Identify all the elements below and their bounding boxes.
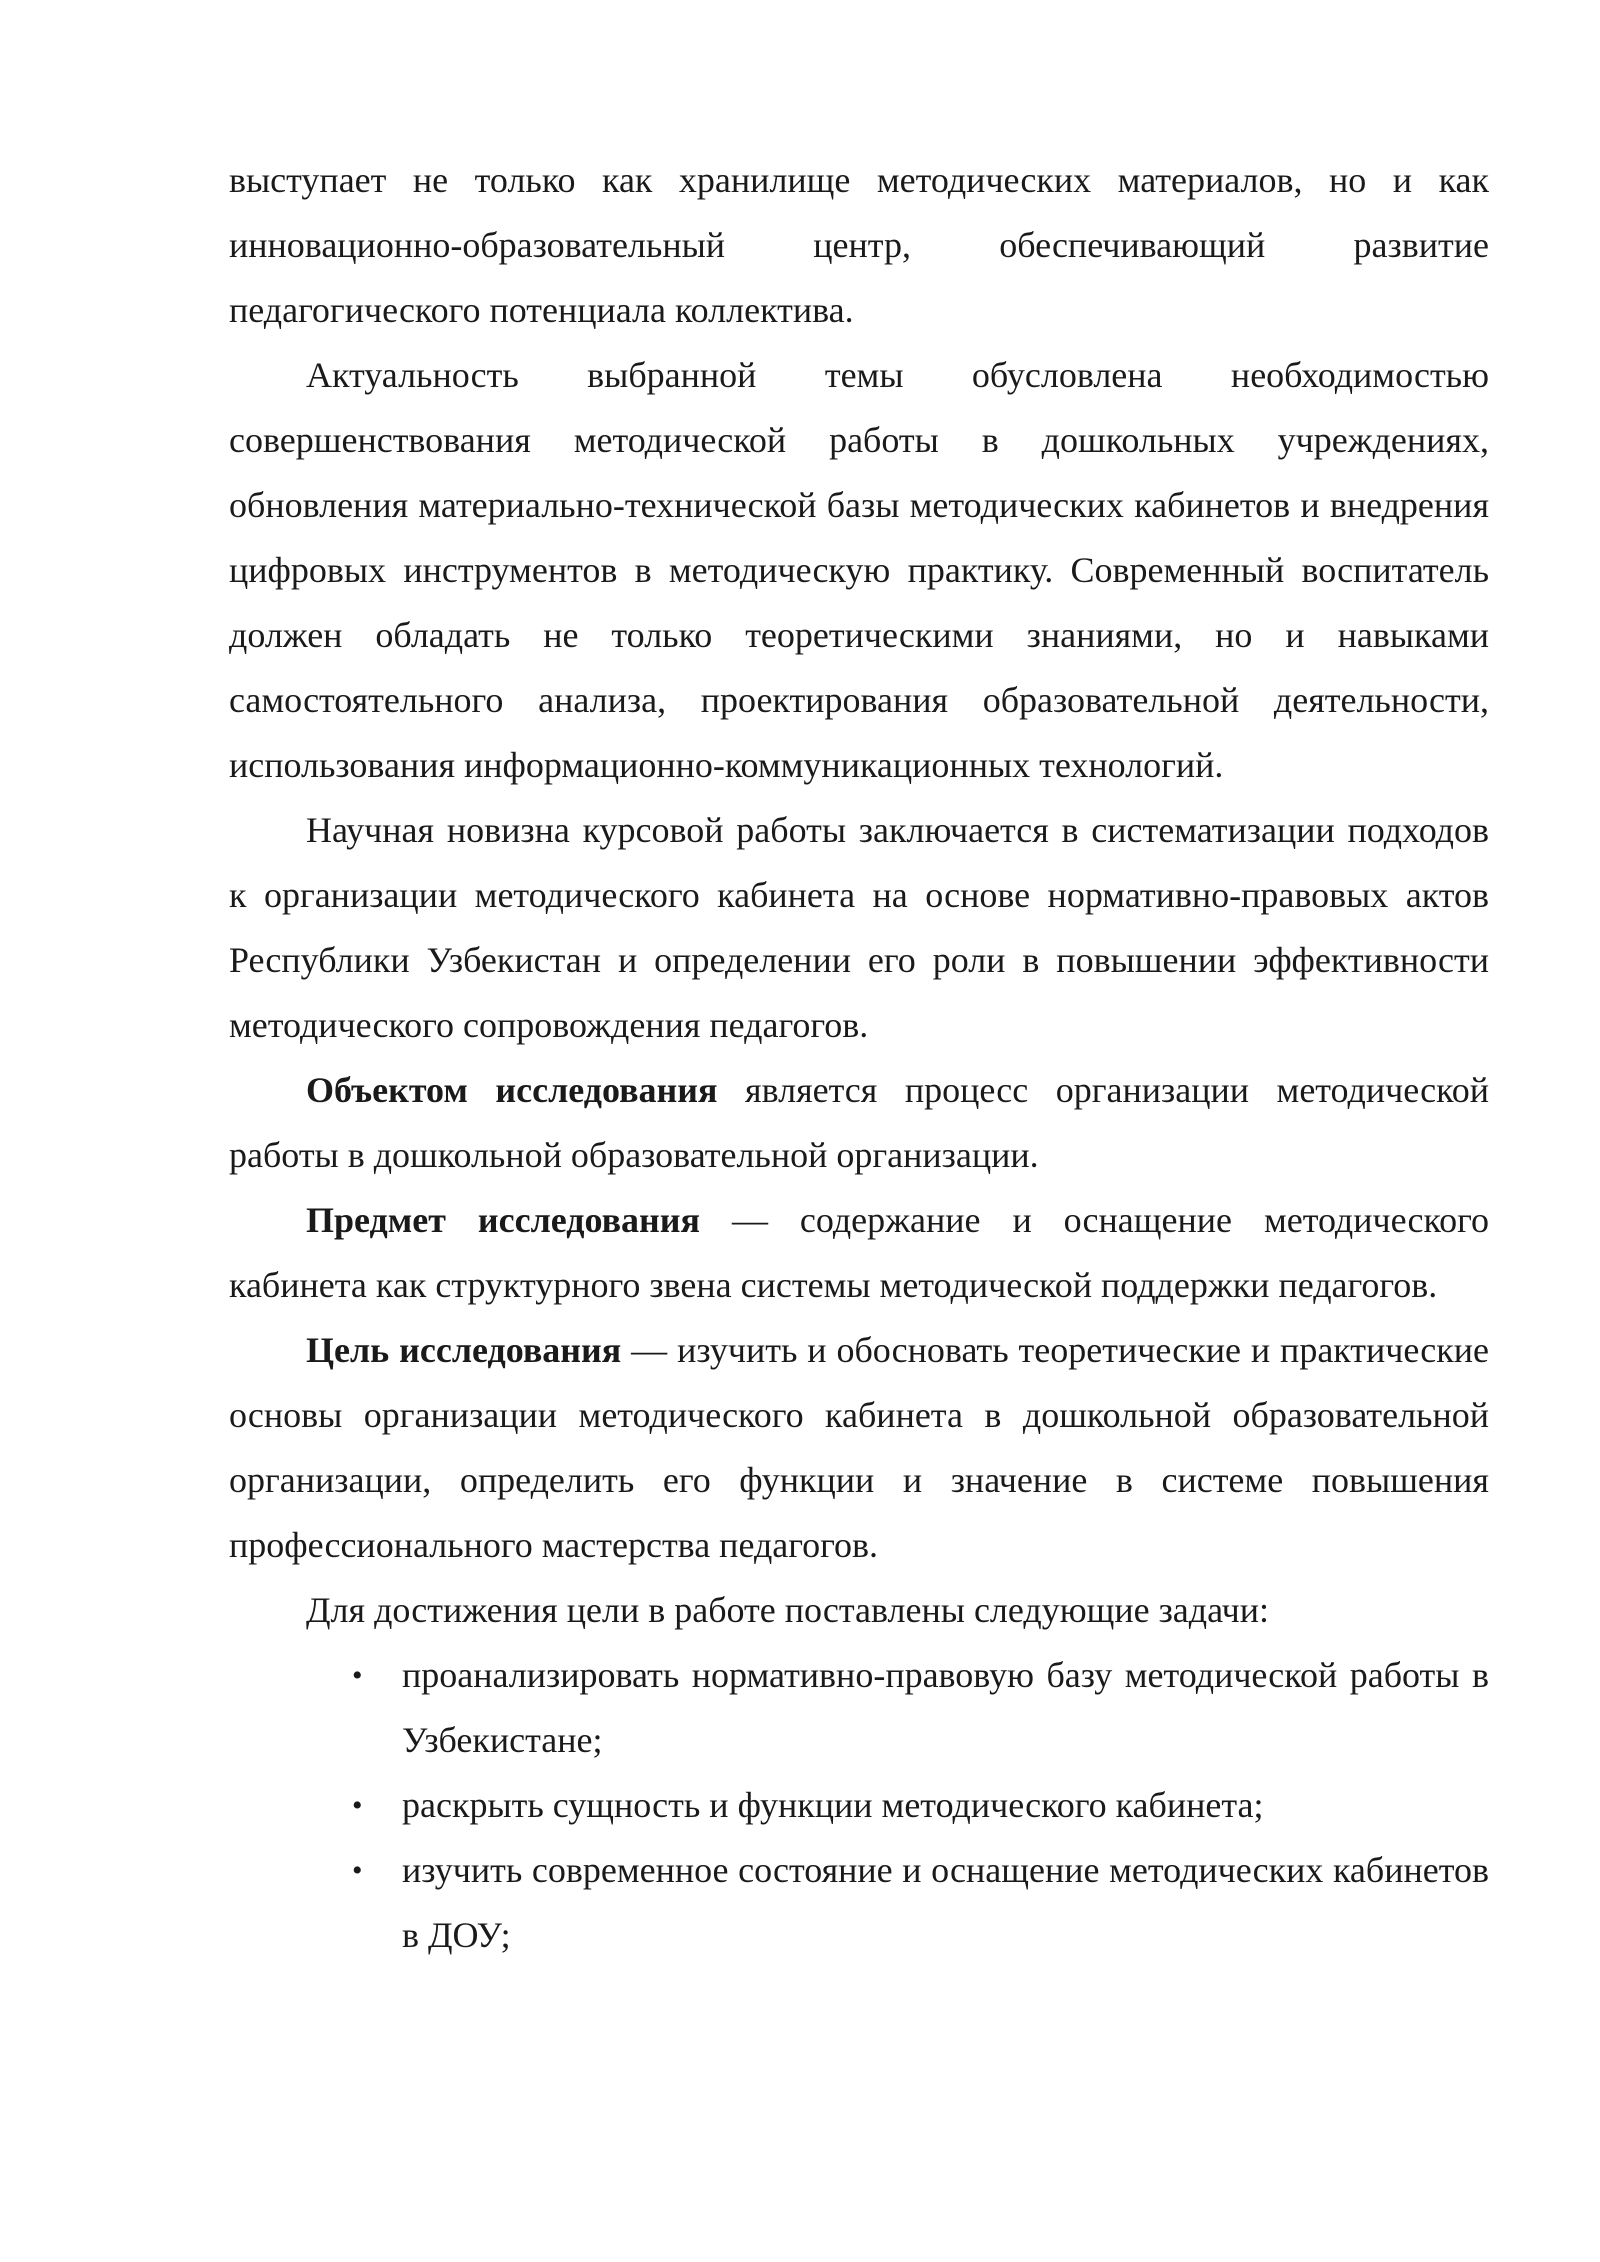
list-item-text: раскрыть сущность и функции методического кабинета; bbox=[402, 1785, 1264, 1825]
goal-text: — изучить и обосновать теоретические и практические основы организации методического кабинета в дошкольной образовательной организации, определить его функции и значение в системе повышения профессионального мастерства педагогов. bbox=[229, 1330, 1489, 1565]
paragraph-continuation: выступает не только как хранилище методических материалов, но и как инновационно-образовательный центр, обеспечивающий развитие педагогического потенциала коллектива. bbox=[229, 160, 1489, 330]
paragraph-subject bbox=[229, 1188, 1489, 1318]
bullet-icon: • bbox=[352, 1854, 363, 1887]
paragraph-novelty: Научная новизна курсовой работы заключается в систематизации подходов к организации методического кабинета на основе нормативно-правовых актов Республики Узбекистан и определении его роли в повышении эффективности методического сопровождения педагогов. bbox=[229, 810, 1489, 1045]
paragraph-object bbox=[229, 1058, 1489, 1188]
list-item bbox=[352, 1773, 1489, 1838]
tasks-list bbox=[229, 1643, 1489, 1968]
list-item bbox=[352, 1643, 1489, 1773]
goal-term: Цель исследования bbox=[306, 1330, 622, 1370]
paragraph-goal bbox=[229, 1318, 1489, 1578]
bullet-icon: • bbox=[352, 1789, 363, 1822]
object-text: является процесс организации методической работы в дошкольной образовательной организации. bbox=[229, 1070, 1489, 1175]
list-item-text: изучить современное состояние и оснащение методических кабинетов в ДОУ; bbox=[402, 1850, 1489, 1955]
subject-term: Предмет исследования bbox=[306, 1200, 700, 1240]
paragraph-tasks-intro: Для достижения цели в работе поставлены следующие задачи: bbox=[306, 1590, 1269, 1630]
list-item-text: проанализировать нормативно-правовую базу методической работы в Узбекистане; bbox=[402, 1655, 1489, 1760]
subject-text: — содержание и оснащение методического кабинета как структурного звена системы методической поддержки педагогов. bbox=[229, 1200, 1489, 1305]
object-term: Объектом исследования bbox=[306, 1070, 718, 1110]
document-body bbox=[229, 148, 1489, 1968]
paragraph-relevance: Актуальность выбранной темы обусловлена необходимостью совершенствования методической работы в дошкольных учреждениях, обновления материально-технической базы методических кабинетов и внедрения цифровых инструментов в методическую практику. Современный воспитатель должен обладать не только теоретическими знаниями, но и навыками самостоятельного анализа, проектирования образовательной деятельности, использования информационно-коммуникационных технологий. bbox=[229, 355, 1489, 785]
bullet-icon: • bbox=[352, 1659, 363, 1692]
list-item bbox=[352, 1838, 1489, 1968]
